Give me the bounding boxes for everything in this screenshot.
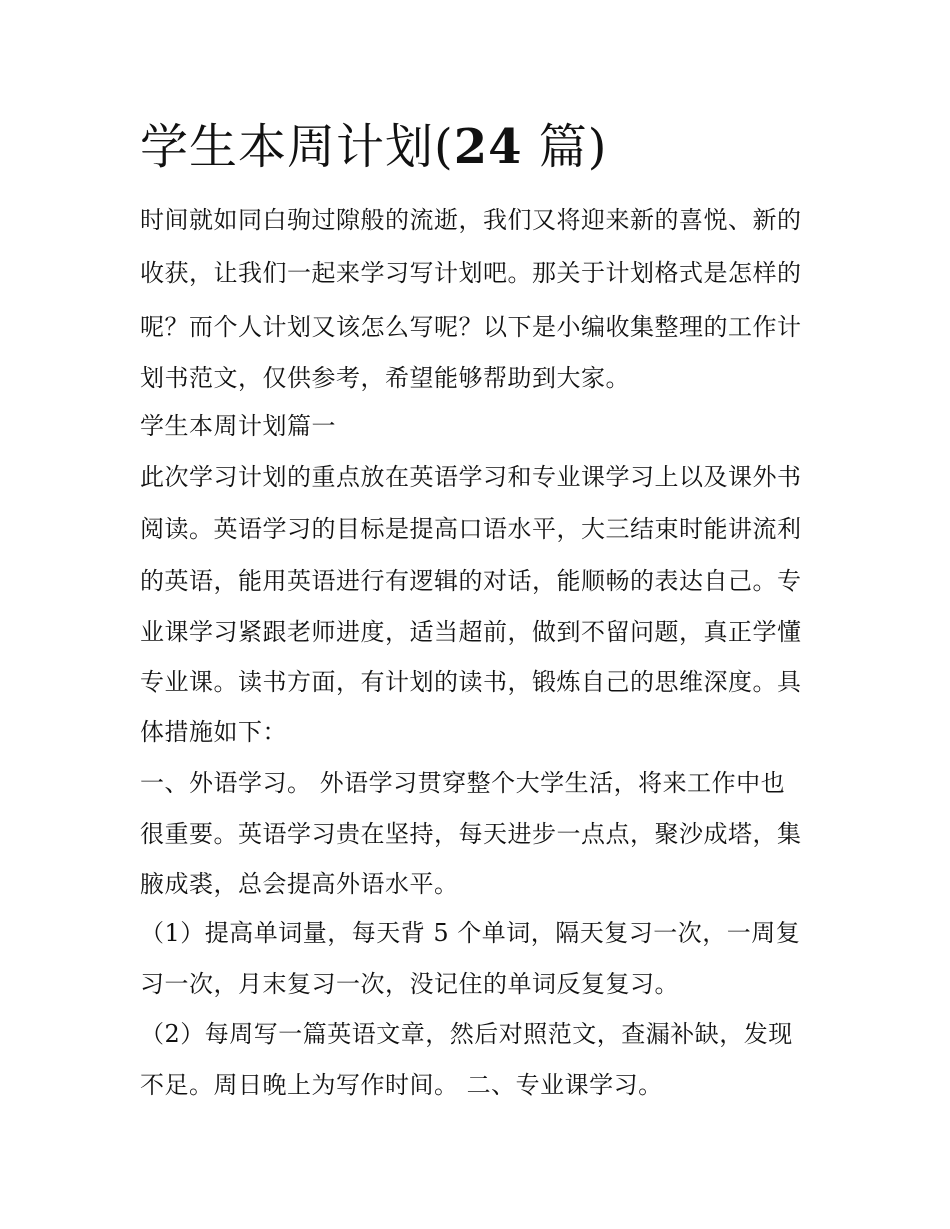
- body-line: 收获，让我们一起来学习写计划吧。那关于计划格式是怎样的: [140, 259, 802, 287]
- body-line: 不足。周日晚上为写作时间。 二、专业课学习。: [140, 1071, 663, 1099]
- section-heading: 学生本周计划篇一: [140, 412, 336, 440]
- list-item: （1）提高单词量，每天背 5 个单词，隔天复习一次，一周复: [140, 919, 801, 947]
- body-line: 呢？而个人计划又该怎么写呢？以下是小编收集整理的工作计: [140, 313, 802, 341]
- title-prefix: 学生本周计划(: [140, 119, 454, 175]
- list-item: （2）每周写一篇英语文章，然后对照范文，查漏补缺，发现: [140, 1020, 793, 1048]
- body-line: 体措施如下：: [140, 718, 287, 746]
- body-line: 习一次，月末复习一次，没记住的单词反复复习。: [140, 970, 679, 998]
- body-line: 阅读。英语学习的目标是提高口语水平，大三结束时能讲流利: [140, 515, 802, 543]
- body-line: 划书范文，仅供参考，希望能够帮助到大家。: [140, 364, 630, 392]
- body-line: 腋成裘，总会提高外语水平。: [140, 870, 459, 898]
- page-title: [140, 112, 608, 182]
- title-suffix: 篇): [522, 119, 608, 175]
- body-line: 很重要。英语学习贵在坚持，每天进步一点点，聚沙成塔，集: [140, 820, 802, 848]
- body-line: 业课学习紧跟老师进度，适当超前，做到不留问题，真正学懂: [140, 618, 802, 646]
- body-line: 专业课。读书方面，有计划的读书，锻炼自己的思维深度。具: [140, 668, 802, 696]
- body-line: 的英语，能用英语进行有逻辑的对话，能顺畅的表达自己。专: [140, 567, 802, 595]
- body-line: 此次学习计划的重点放在英语学习和专业课学习上以及课外书: [140, 463, 802, 491]
- body-line: 一、外语学习。 外语学习贯穿整个大学生活，将来工作中也: [140, 769, 786, 797]
- body-line: 时间就如同白驹过隙般的流逝，我们又将迎来新的喜悦、新的: [140, 206, 802, 234]
- title-number: 24: [453, 119, 523, 175]
